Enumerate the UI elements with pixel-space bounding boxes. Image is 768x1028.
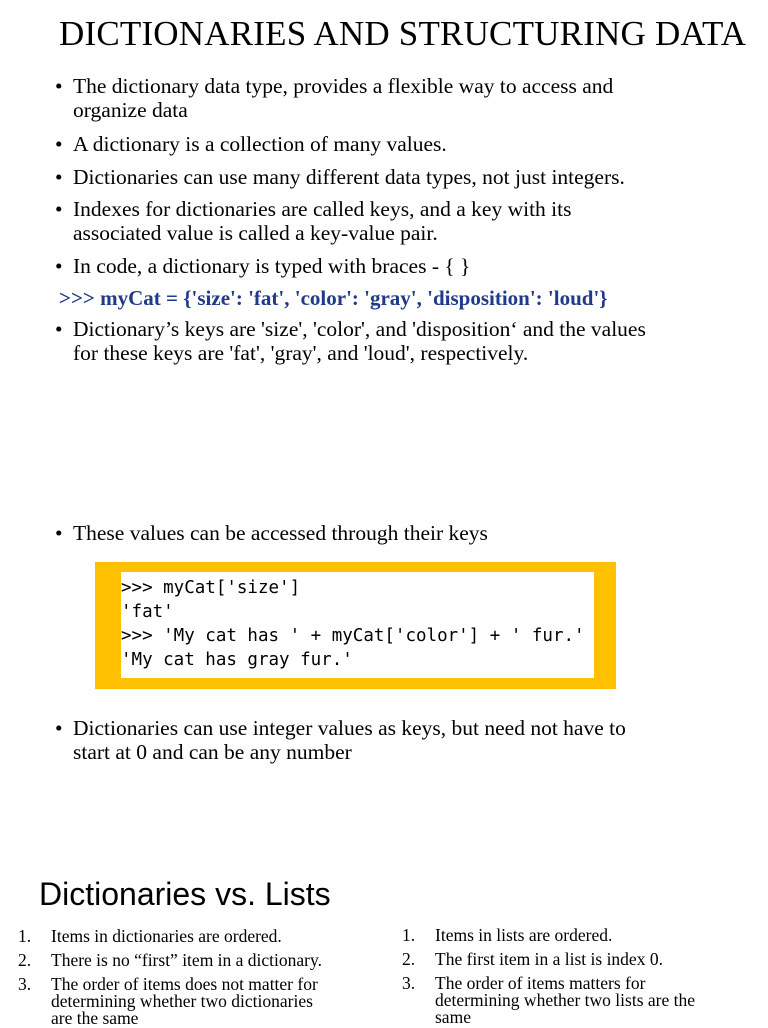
bullet-item — [55, 197, 745, 245]
list-line: same — [435, 1007, 471, 1027]
bullet-dot: • — [55, 197, 63, 221]
code-dictionary-literal: >>> myCat = {'size': 'fat', 'color': 'gray', 'disposition': 'loud'} — [59, 286, 608, 310]
code-row: 'My cat has gray fur.' — [121, 650, 353, 670]
list-number: 3. — [18, 974, 32, 994]
bullet-item — [55, 132, 745, 156]
bullet-line: These values can be accessed through their keys — [73, 521, 488, 545]
bullet-line: start at 0 and can be any number — [73, 740, 352, 764]
bullet-dot: • — [55, 165, 63, 189]
list-number: 1. — [18, 926, 32, 946]
bullet-access — [55, 521, 745, 545]
list-text — [51, 976, 318, 1027]
list-line: determining whether two lists are the — [435, 990, 695, 1010]
bullet-line: Indexes for dictionaries are called keys, and a key with its — [73, 197, 572, 221]
bullet-dot: • — [55, 254, 63, 278]
comparison-title: Dictionaries vs. Lists — [39, 876, 331, 912]
bullet-line: Dictionaries can use many different data types, not just integers. — [73, 165, 625, 189]
code-row: 'fat' — [121, 602, 174, 622]
page-title: DICTIONARIES AND STRUCTURING DATA — [59, 14, 747, 53]
bullet-line: associated value is called a key-value pair. — [73, 221, 438, 245]
bullet-line: In code, a dictionary is typed with braces - { } — [73, 254, 471, 278]
bullet-line: Dictionary’s keys are 'size', 'color', and 'disposition‘ and the values — [73, 317, 646, 341]
list-text: There is no “first” item in a dictionary. — [51, 950, 322, 970]
list-text — [435, 975, 695, 1026]
bullet-line: for these keys are 'fat', 'gray', and 'loud', respectively. — [73, 341, 529, 365]
list-number: 2. — [402, 949, 416, 969]
code-example-frame — [95, 562, 616, 689]
bullet-item — [55, 254, 745, 278]
list-text: The first item in a list is index 0. — [435, 949, 663, 969]
code-row: >>> myCat['size'] — [121, 578, 301, 598]
bullet-dot: • — [55, 521, 63, 545]
list-number: 1. — [402, 925, 416, 945]
list-line: are the same — [51, 1008, 139, 1028]
bullet-dot: • — [55, 132, 63, 156]
bullet-dot: • — [55, 716, 63, 740]
bullet-item — [55, 165, 745, 189]
list-line: determining whether two dictionaries — [51, 991, 313, 1011]
list-text: Items in lists are ordered. — [435, 925, 613, 945]
bullet-line: Dictionaries can use integer values as keys, but need not have to — [73, 716, 626, 740]
code-row: >>> 'My cat has ' + myCat['color'] + ' fur.' — [121, 626, 585, 646]
bullet-line: A dictionary is a collection of many values. — [73, 132, 447, 156]
bullet-dot: • — [55, 74, 63, 98]
bullet-line: The dictionary data type, provides a flexible way to access and — [73, 74, 614, 98]
bullet-line: organize data — [73, 98, 188, 122]
code-example — [121, 572, 594, 678]
bullet-dot: • — [55, 317, 63, 341]
list-number: 2. — [18, 950, 32, 970]
list-text: Items in dictionaries are ordered. — [51, 926, 282, 946]
bullet-item — [55, 74, 745, 122]
bullet-integer-keys — [55, 716, 745, 764]
list-line: The order of items does not matter for — [51, 974, 318, 994]
bullet-keys — [55, 317, 745, 365]
list-number: 3. — [402, 973, 416, 993]
list-line: The order of items matters for — [435, 973, 646, 993]
